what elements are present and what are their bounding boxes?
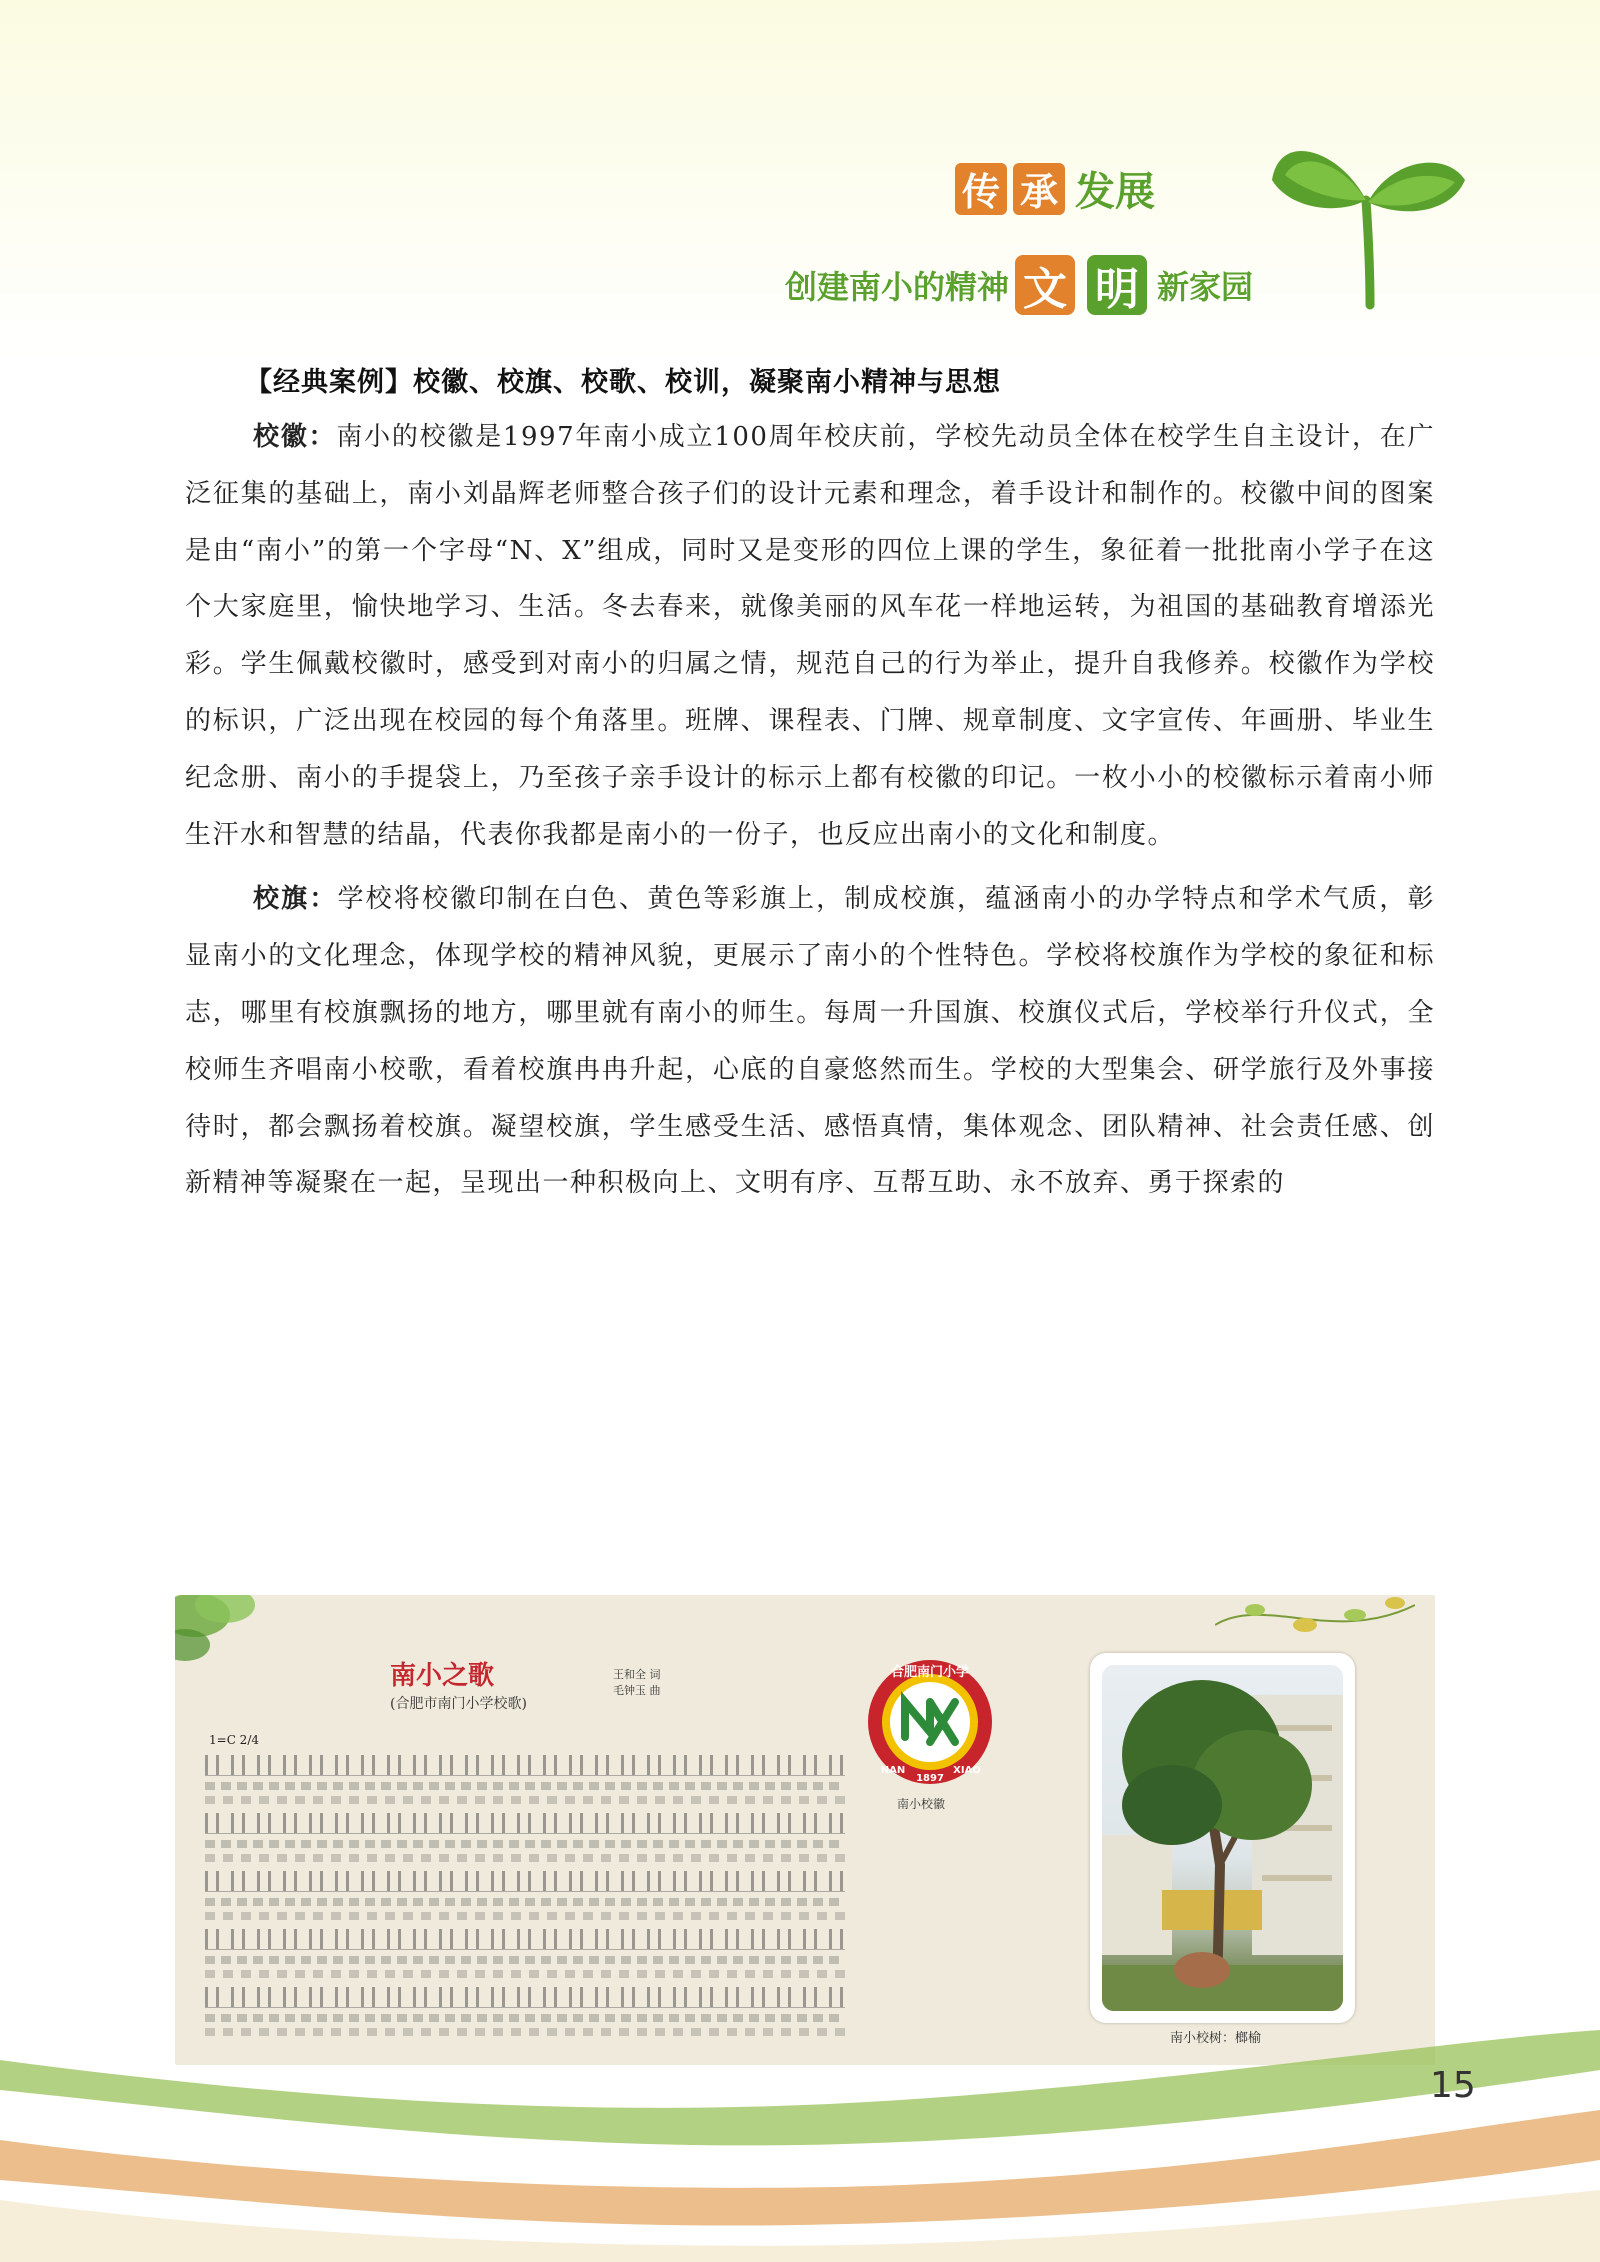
page-header: [0, 0, 1600, 320]
paragraph-emblem: [185, 409, 1435, 863]
score-row: [205, 1755, 845, 1813]
paragraph-flag-label: 校旗：: [253, 884, 338, 915]
score-row: [205, 1871, 845, 1929]
title-prefix: 创建南小的精神: [785, 268, 1010, 306]
emblem-bottom-left: NAN: [880, 1765, 906, 1776]
bottom-wave-decoration: [0, 2030, 1600, 2262]
paragraph-emblem-label: 校徽：: [253, 422, 337, 452]
school-song-sheet: [195, 1655, 845, 2055]
paragraph-flag-text: 学校将校徽印制在白色、黄色等彩旗上，制成校旗，蕴涵南小的办学特点和学术气质，彰显南小的文化理念，体现学校的精神风貌，更展示了南小的个性特色。学校将校旗作为学校的象征和标志，哪里有校旗飘扬的地方，哪里就有南小的师生。每周一升国旗、校旗仪式后，学校举行升仪式，全校师生齐唱南小校歌，看着校旗冉冉升起，心底的自豪悠然而生。学校的大型集会、研学旅行及外事接待时，都会飘扬着校旗。凝望校旗，学生感受生活、感悟真情，集体观念、团队精神、社会责任感、创新精神等凝聚在一起，呈现出一种积极向上、文明有序、互帮互助、永不放弃、勇于探索的: [185, 884, 1435, 1199]
sprout-icon: [1270, 120, 1470, 310]
header-title-line2: [785, 255, 1253, 315]
title-tile-cheng: 承: [1013, 163, 1065, 215]
article-body: [185, 360, 1435, 1220]
photo-caption: 南小校树：榔榆: [1170, 2031, 1262, 2046]
song-key: 1=C 2/4: [209, 1733, 259, 1747]
song-lyricist: 王和全 词: [613, 1668, 661, 1681]
page-number: 15: [1430, 2065, 1476, 2106]
title-tile-ming: 明: [1087, 255, 1147, 315]
score-row: [205, 1813, 845, 1871]
score-row: [205, 1929, 845, 1987]
tree-photo-image: [1102, 1665, 1343, 2011]
emblem-year: 1897: [916, 1773, 944, 1784]
paragraph-emblem-text: 南小的校徽是1997年南小成立100周年校庆前，学校先动员全体在校学生自主设计，在广泛征集的基础上，南小刘晶辉老师整合孩子们的设计元素和理念，着手设计和制作的。校徽中间的图案是由“南小”的第一个字母“N、X”组成，同时又是变形的四位上课的学生，象征着一批批南小学子在这个大家庭里，愉快地学习、生活。冬去春来，就像美丽的风车花一样地运转，为祖国的基础教育增添光彩。学生佩戴校徽时，感受到对南小的归属之情，规范自己的行为举止，提升自我修养。校徽作为学校的标识，广泛出现在校园的每个角落里。班牌、课程表、门牌、规章制度、文字宣传、年画册、毕业生纪念册、南小的手提袋上，乃至孩子亲手设计的标示上都有校徽的印记。一枚小小的校徽标示着南小师生汗水和智慧的结晶，代表你我都是南小的一份子，也反应出南小的文化和制度。: [185, 422, 1435, 850]
paragraph-flag: [185, 871, 1435, 1212]
emblem-caption: 南小校徽: [897, 1797, 946, 1811]
title-tile-wen: 文: [1015, 255, 1075, 315]
photo-frame: [1090, 1653, 1355, 2023]
header-title-line1: [955, 160, 1155, 217]
song-composer: 毛钟玉 曲: [613, 1684, 661, 1697]
emblem-bottom-right: XIAO: [953, 1765, 981, 1776]
song-credits: [613, 1667, 661, 1699]
emblem-top-text: 合肥南门小学: [890, 1665, 970, 1680]
music-score: [205, 1755, 845, 2055]
title-suffix: 新家园: [1157, 268, 1254, 306]
school-emblem: [865, 1657, 995, 1787]
illustration-panel: [175, 1595, 1435, 2065]
title-text-fazhan: 发展: [1075, 169, 1155, 215]
section-heading: 【经典案例】校徽、校旗、校歌、校训，凝聚南小精神与思想: [245, 367, 1001, 398]
song-title: 南小之歌: [390, 1661, 495, 1691]
song-subtitle: (合肥市南门小学校歌): [390, 1696, 527, 1712]
title-tile-chuan: 传: [955, 163, 1007, 215]
school-tree-photo: [1102, 1665, 1343, 2011]
